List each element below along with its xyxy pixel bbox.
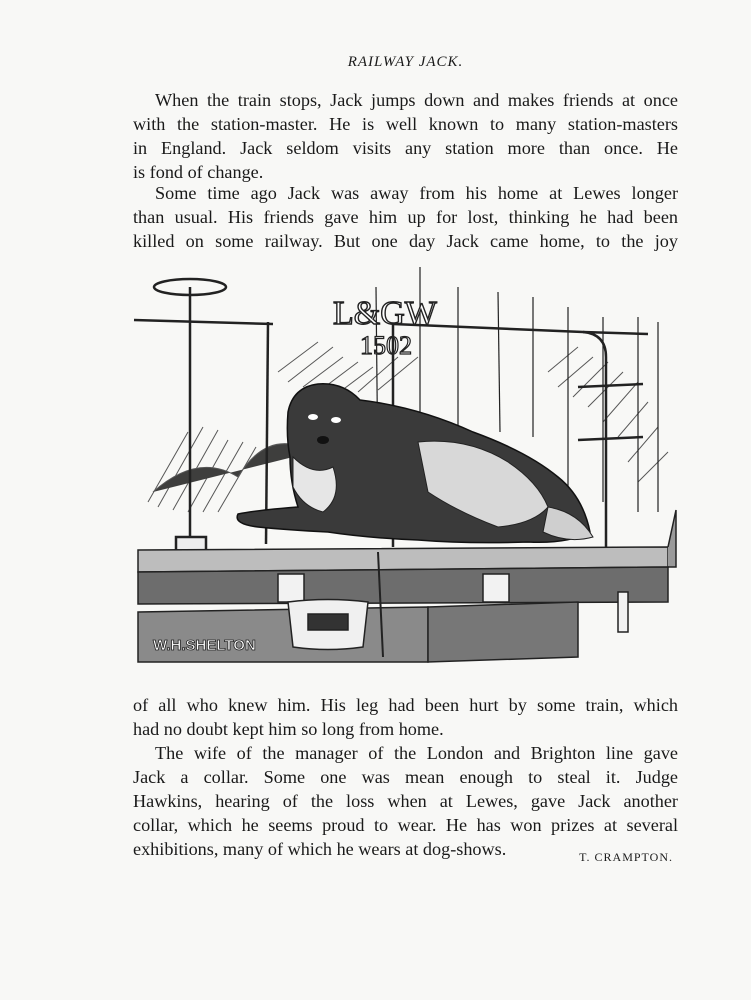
text-line: exhibitions, many of which he wears at dog-shows. [133,839,507,859]
wagon-marking-top: L&GW [333,295,437,332]
author-signature: T. CRAMPTON. [579,850,673,864]
wagon-marking-number: 1502 [360,331,412,360]
running-head: RAILWAY JACK. [347,54,464,70]
text-line: Jack a collar. Some one was mean enough to steal it. Judge [133,767,678,787]
text-line: Some time ago Jack was away from his home at Lewes longer [155,183,678,203]
dog-on-railway-truck-engraving [128,262,678,672]
text-line: When the train stops, Jack jumps down and makes friends at once [155,90,678,110]
text-line: had no doubt kept him so long from home. [133,719,444,739]
text-line: of all who knew him. His leg had been hurt by some train, which [133,695,678,715]
text-line: Hawkins, hearing of the loss when at Lewes, gave Jack another [133,791,678,811]
artist-signature: W.H.SHELTON [153,637,256,654]
text-line: killed on some railway. But one day Jack came home, to the joy [133,231,678,251]
paragraph-1 [133,88,678,184]
text-line: than usual. His friends gave him up for lost, thinking he had been [133,207,678,227]
paragraph-3 [133,693,678,741]
text-line: The wife of the manager of the London and Brighton line gave [155,743,678,763]
text-line: is fond of change. [133,162,264,182]
text-line: in England. Jack seldom visits any station more than once. He [133,138,678,158]
dog-figure [237,384,593,543]
text-line: with the station-master. He is well known to many station-masters [133,114,678,134]
text-line: collar, which he seems proud to wear. He has won prizes at several [133,815,678,835]
paragraph-2 [133,181,678,253]
paragraph-4 [133,741,678,861]
